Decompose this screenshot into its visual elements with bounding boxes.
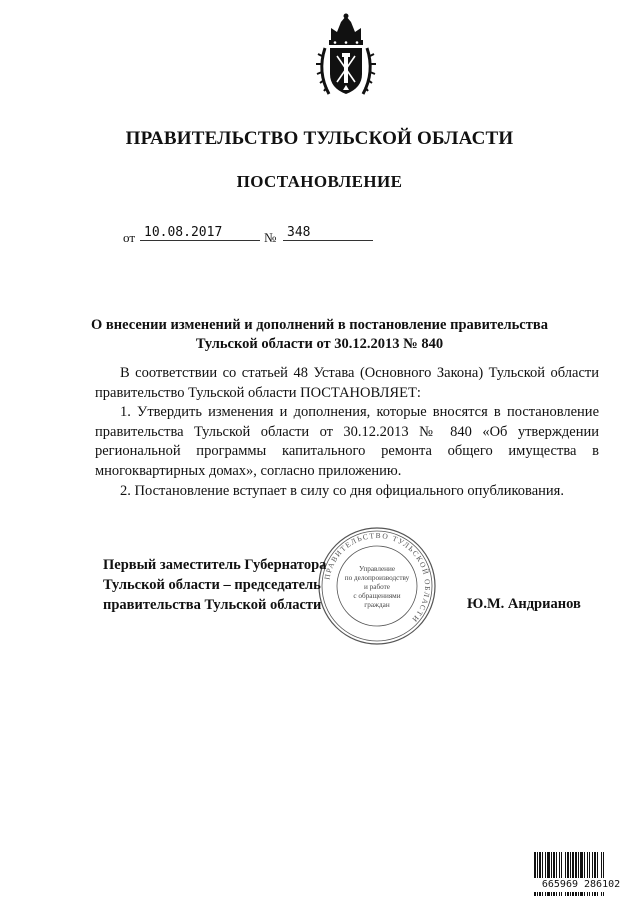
signatory-position-line-3: правительства Тульской области xyxy=(103,597,322,613)
government-title: ПРАВИТЕЛЬСТВО ТУЛЬСКОЙ ОБЛАСТИ xyxy=(125,128,514,149)
seal-inner-line-1: Управление xyxy=(358,565,396,573)
seal-outer-text: ПРАВИТЕЛЬСТВО ТУЛЬСКОЙ ОБЛАСТИ xyxy=(322,530,433,625)
signatory-name: Ю.М. Андрианов xyxy=(467,596,581,612)
subject-line-2: Тульской области от 30.12.2013 № 840 xyxy=(195,336,444,352)
date-label: от xyxy=(123,230,136,245)
body-item-2: 2. Постановление вступает в силу со дня официального опубликования. xyxy=(120,482,564,499)
seal-inner-line-5: граждан xyxy=(364,601,390,609)
seal-inner-line-4: с обращениями xyxy=(353,592,401,600)
document-date: 10.08.2017 xyxy=(140,225,260,241)
number-label: № xyxy=(264,230,277,245)
document-number: 348 xyxy=(283,225,373,241)
document-subject xyxy=(60,316,579,354)
body-intro-paragraph: В соответствии со статьей 48 Устава (Основного Закона) Тульской области правительство Тульской области ПОСТАНОВЛЯЕТ: xyxy=(95,365,599,401)
document-type-title: ПОСТАНОВЛЕНИЕ xyxy=(236,172,403,191)
seal-inner-line-2: по делопроизводству xyxy=(344,574,410,582)
dateline xyxy=(123,225,383,245)
seal-inner-line-3: и работе xyxy=(364,583,390,591)
signatory-position xyxy=(103,555,343,615)
subject-line-1: О внесении изменений и дополнений в постановление правительства xyxy=(91,317,548,333)
document-body xyxy=(95,364,599,501)
signatory-position-line-2: Тульской области – председатель xyxy=(103,577,321,593)
barcode-number: 665969 286102 xyxy=(533,878,629,892)
tula-coat-of-arms-icon xyxy=(313,12,379,102)
body-item-1: 1. Утвердить изменения и дополнения, которые вносятся в постановление правительства Тульской области от 30.12.2013 № 840 «Об утверждении региональной программы капитального ремонта общего имущества в многоквартирных домах», согласно приложению. xyxy=(95,404,599,479)
signatory-position-line-1: Первый заместитель Губернатора xyxy=(103,557,327,573)
